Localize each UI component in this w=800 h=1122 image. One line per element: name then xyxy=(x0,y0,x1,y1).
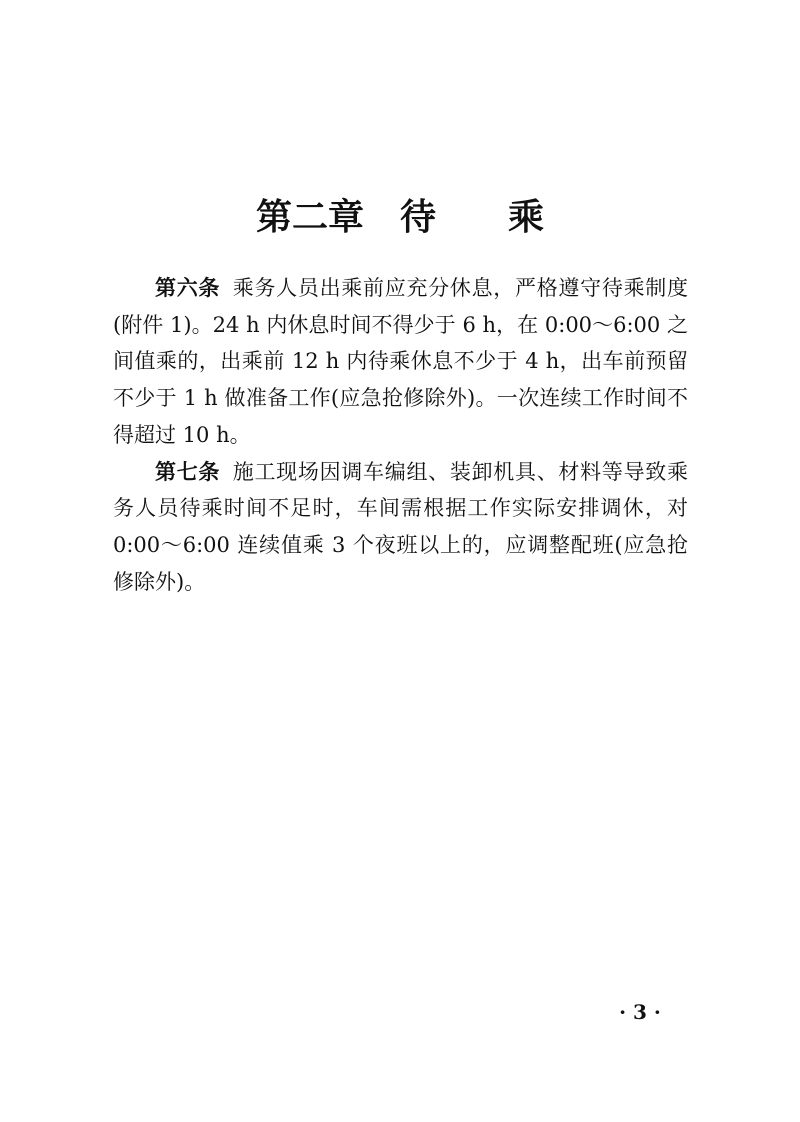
article-text: 施工现场因调车编组、装卸机具、材料等导致乘务人员待乘时间不足时，车间需根据工作实际安排调休，对 0:00～6:00 连续值乘 3 个夜班以上的，应调整配班(应急抢修除外)。 xyxy=(113,459,688,594)
article-label: 第六条 xyxy=(155,276,221,300)
article-7 xyxy=(113,454,688,601)
article-label: 第七条 xyxy=(155,459,221,484)
chapter-title: 第二章 待 乘 xyxy=(255,197,544,238)
article-text: 乘务人员出乘前应充分休息，严格遵守待乘制度(附件 1)。24 h 内休息时间不得少于 6 h，在 0:00～6:00 之间值乘的，出乘前 12 h 内待乘休息不少于 4 h，出车前预留不少于 1 h 做准备工作(应急抢修除外)。一次连续工作时间不得超过 10 h。 xyxy=(113,276,688,447)
article-6 xyxy=(113,270,688,454)
page-number: · 3 · xyxy=(619,1000,661,1024)
body-text xyxy=(113,270,688,600)
